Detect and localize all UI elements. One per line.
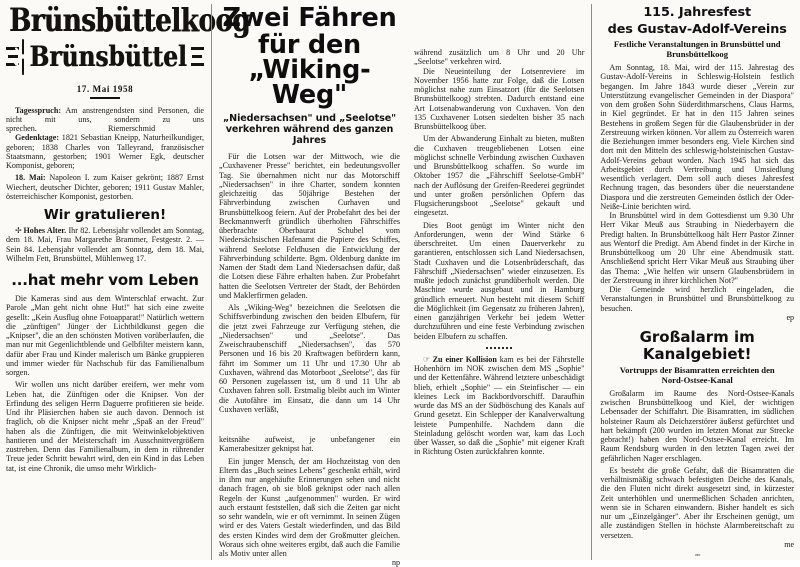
feature-continuation-1: keitsnähe aufweist, je unbefangener ein Kamerabesitzer geknipst hat. xyxy=(219,435,400,454)
gedenktage-text: 1821 Sebastian Kneipp, Naturheilkundiger, geboren; 1838 Charles von Talleyrand, französischer Staatsmann, gestorben; 1901 Werner Egk, deutscher Komponist, geboren; xyxy=(6,133,204,171)
feature-paragraph-1: Die Kameras sind aus dem Winterschlaf erwacht. Zur Parole „Man geht nicht ohne Hut!" hat sich eine zweite gesellt: „Kein Ausflug ohne Fotoapparat!" Natürlich wettern die „zünftigen" Jünger der Lichtbildkunst gegen die „Knipser", die an den schönsten Motiven vorüberlaufen, die man nur mit Gegenlichtblende und Gelbfilter meistern kann, dafür aber Frau und Kinder malerisch um Bänke gruppieren und immer wieder für Nachschub für das Familienalbum sorgen. xyxy=(6,294,204,378)
end-ornament: ≈≈ xyxy=(694,552,700,559)
tagesspruch-block xyxy=(6,106,204,134)
gustav-adolf-headline-line1: 115. Jahresfest xyxy=(643,5,751,20)
feature-paragraph-2: Wir wollen uns nicht darüber ereifern, wer mehr vom Leben hat, die Zünftigen oder die Knipser. Von der Erfindung des seligen Herrn Daguerre profitieren sie beide. Und ihr Pläsierchen haben sie auch davon. Dennoch ist fraglich, ob die Knipser nicht mehr „Spaß an der Freud" haben als die Zünftigen, die mit Weitwinkelobjektiven hantieren und der Meisterschaft im Ausschnittvergrößern zustreben. Denn das Familienalbum, in dem in rührender Treue jeder Schritt bewahrt wird, den ein Kind in das Leben tat, ist eine Chronik, die umso mehr Wirklich- xyxy=(6,380,204,473)
collision-item xyxy=(414,355,584,457)
cross-marker-icon: ✢ xyxy=(15,226,22,236)
congratulations-headline: Wir gratulieren! xyxy=(43,207,167,224)
dash-divider-ornament xyxy=(486,347,512,349)
congratulations-lead: Hohes Alter. xyxy=(23,226,67,236)
alarm-subheadline-line2: Nord-Ostsee-Kanal xyxy=(661,374,733,385)
gustav-adolf-subheadline-line2: Brunsbüttelkoog xyxy=(666,49,728,59)
gustav-adolf-paragraph-3: Die Gemeinde wird herzlich eingeladen, die Veranstaltungen in Brunsbüttel und Brunsbüttelkoog zu besuchen. xyxy=(600,285,794,313)
gustav-adolf-subheadline-line1: Festliche Veranstaltungen in Brunsbüttel und xyxy=(613,39,781,49)
ornament-bar-right xyxy=(191,46,204,67)
lotsen-paragraph-3: Um der Abwanderung Einhalt zu bieten, mußten die Cuxhaven treugebliebenen Lotsen eine möglichst schnelle Verbindung zwischen Cuxhaven und Brunsbüttelkoog schaffen. So wurde im Oktober 1957 die „Fährschiff Seelotse-GmbH" nach der Auflösung der Greifen-Reederei gegründet und unter großen persönlichen Opfern das Flugsicherungsboot „Seelotse" gekauft und eingesetzt. xyxy=(414,134,585,218)
feature-headline: ...hat mehr vom Leben xyxy=(11,271,199,290)
issue-date: 17. Mai 1958 xyxy=(76,83,134,94)
gustav-adolf-headline-line2: des Gustav-Adolf-Vereins xyxy=(607,21,787,37)
gedenktage-label: Gedenktage: xyxy=(15,133,60,143)
gedenktage-block xyxy=(6,133,204,170)
alarm-subheadline xyxy=(600,365,794,385)
collision-text: kam es bei der Fährstelle Hohenhörn im NOK zwischen dem MS „Sophie" und der Kettenfähre. Während letztere unbeschädigt blieb, erhielt „Sophie" — ein Steinfischer — ein kleines Leck im Backbordvorschiff. Daraufhin wurde das MS an der Südböschung des Kanals auf Grund gesetzt. Ein Schlepper der Kanalverwaltung leistete Pumpenhilfe. Nachdem dann die Steinladung gelöscht worden war, kam das Loch über Wasser, so daß die „Sophie" mit eigener Kraft in Richtung Osten zurückfahren konnte. xyxy=(414,354,585,457)
lotsen-paragraph-4: Dies Boot genügt im Winter nicht den Anforderungen, wenn der Wind Stärke 6 überschreitet. Um einen Dauerverkehr zu garantieren, entschlossen sich Land Niedersachsen, Stadt Cuxhaven und die Lotsenbrüderschaft, das Fährschiff „Niedersachsen" wieder einzusetzen. Es mußte jedoch zunächst grundüberholt werden. Die Maschine wurde ausgebaut und in Hamburg gründlich erneuert. Nun besteht mit diesem Schiff die Möglichkeit (im Gegensatz zu früheren Jahren), einen ganzjährigen Verkehr bei jedem Wetter durchzuführen und eine feste Verbindung zwischen beiden Elbufern zu schaffen. xyxy=(414,220,585,341)
ferry-paragraph-1: Für die Lotsen war der Mittwoch, wie die „Cuxhavener Presse" berichtet, ein bedeutungsvoller Tag. Sie übernahmen nicht nur das Motorschiff „Niedersachsen" in ihre Charter, sondern konnten gleichzeitig das 50jährige Bestehen der Fährverbindung zwischen Curhaven und Brunsbüttelkoog feiern. Auf der Probefahrt des bei der Beckmannwerft gründlich überholten Fährschiffes überbrachte Oberbaurat Schubel vom Niedersächsischen Hafenamt die Papiere des Schiffes, während Seelotse Feldhusen die Entwicklung der Fährverbindung schilderte. Bgm. Oldenburg dankte im Namen der Stadt dem Land Niedersachsen dafür, daß die Lotsen diese Fähre erhalten haben. Zur Probefahrt hatten die Seelotsen Vertreter der Stadt, der Behörden und Maklerfirmen geladen. xyxy=(219,152,400,300)
tagesspruch-attribution: Riemerschmid xyxy=(107,124,156,134)
congratulations-item xyxy=(6,226,204,263)
pointing-hand-icon: ☞ xyxy=(423,354,430,364)
column-center-left xyxy=(211,3,407,567)
feature-continuation-2: Ein junger Mensch, der am Hochzeitstag von den Eltern das „Buch seines Lebens" geschenkt erhält, wird in ihm nur angehäufte Erinnerungen sehen und nicht danach fragen, ob sie bloß geknipst oder nach allen Regeln der Kunst „aufgenommen" wurden. Er wird auch erstaunt feststellen, daß sich die Zeiten gar nicht so sehr wandeln, wie er oft vernimmt. In seinen Zügen wird er des Vaters Gestalt wiederfinden, und das Bild des ersten Kindes wird dem der Großmutter gleichen. Woraus sich ohne weiteres ergibt, daß auch die Familie als Motiv unter allen xyxy=(219,456,400,558)
masthead-rule xyxy=(90,97,120,99)
wave-divider-icon xyxy=(219,427,400,428)
collision-lead: Zu einer Kollision xyxy=(432,354,497,364)
gustav-adolf-subheadline xyxy=(600,39,794,59)
alarm-paragraph-1: Großalarm im Raume des Nord-Ostsee-Kanals zwischen Brunsbüttelkoog und Kiel, der wichtigen Lebensader der Schiffahrt. Die Bisamratten, im südlichen holsteiner Raum als Deichzerstörer äußerst gefürchtet und hart bekämpft (200 wurden im letzten Monat zur Strecke gebracht!) haben den Nord-Ostsee-Kanal erreicht. Im Raum Rendsburg wurden in den letzten Tagen zwei der gefährlichen Nager erschlagen. xyxy=(600,388,794,463)
ferry-paragraph-2: Als „Wiking-Weg" bezeichnen die Seelotsen die Schiffsverbindung zwischen den beiden Elbufern, für die jetzt zwei Fahrzeuge zur Verfügung stehen, die „Niedersachsen" und „Seelotse". Das Zweischraubenschiff „Niedersachsen", das 570 Personen und 16 bis 20 Kraftwagen befördern kann, fährt im Sommer um 11 Uhr und 17.30 Uhr ab Cuxhaven, während das Motorboot „Seelotse", das für 60 Personen zugelassen ist, um 8 und 11 Uhr ab Cuxhaven fahren soll. Erstmalig bleibt auch im Winter die Autofähre im Einsatz, die dann um 14 Uhr Cuxhaven verläßt, xyxy=(219,303,400,414)
congratulations-text: Ihr 82. Lebensjahr vollendet am Sonntag, dem 18. Mai, Frau Margarethe Brammer, Festgestr. 2. — Sein 84. Lebensjahr vollendet am Sonntag, dem 18. Mai, Wilhelm Fett, Brunsbüttel, Mühlenweg 17. xyxy=(6,226,204,263)
tagesspruch-label: Tagesspruch: xyxy=(15,105,62,115)
mai18-label: 18. Mai: xyxy=(15,173,46,183)
mai18-block xyxy=(6,173,204,201)
alarm-subheadline-line1: Vortrupps der Bisamratten erreichten den xyxy=(619,364,775,375)
masthead-crest-row xyxy=(6,39,204,75)
gustav-adolf-paragraph-2: In Brunsbüttel wird in dem Gottesdienst um 9.30 Uhr Herr Vikar Meuß aus Straubing in Niederbayern die Predigt halten. In Brunsbüttelkoog hält Herr Pastor Zinner aus Wentorf die Predigt. Am Abend findet in der Kirche in Brunsbüttelkoog um 20 Uhr eine Abendmusik statt. Anschließend spricht Herr Vikar Meuß aus Straubing über das Thema: „Wie helfen wir unsern Glaubensbrüdern in der Zerstreuung in ihrer kirchlichen Not?" xyxy=(600,211,794,285)
main-headline-line2: für den „Wiking-Weg" xyxy=(248,30,371,110)
column-left xyxy=(6,2,251,560)
masthead-title-line1: Brünsbüttelkoog xyxy=(8,2,251,40)
lotsen-paragraph-1: während zusätzlich um 8 Uhr und 20 Uhr „Seelotse" verkehren wird. xyxy=(414,48,585,67)
alarm-paragraph-2: Es besteht die große Gefahr, daß die Bisamratten die verhältnismäßig schwach befestigten Deiche des Kanals, die den Fluten nicht direkt ausgesetzt sind, in kürzester Zeit unterhöhlen und unermeßlichen Schaden anrichten, wenn sie in Scharen einwandern. Bisher handelt es sich nur um „Einzelgänger". Aber ihr Erscheinen genügt, um alle zuständigen Stellen in höchste Alarmbereitschaft zu versetzen. xyxy=(600,465,794,540)
article-signature-ep: ep xyxy=(786,312,794,322)
tagesspruch-text: Am anstrengendsten sind Personen, die nicht mit uns, sondern zu uns sprechen. xyxy=(6,105,204,134)
main-subheadline: „Niedersachsen" und „Seelotse" verkehren während des ganzen Jahres xyxy=(222,113,397,146)
mai18-text: Napoleon I. zum Kaiser gekrönt; 1887 Ernst Wiechert, deutscher Dichter, geboren; 1911 Gustav Mahler, österreichischer Komponist, gestorben. xyxy=(6,173,204,201)
column-center-right xyxy=(407,4,591,560)
lotsen-paragraph-2: Die Neueinteilung der Lotsenreviere im November 1956 hatte zur Folge, daß die Lotsen möglichst nahe zum Einsatzort (für die Seelotsen Brunsbüttelkoog) strebten. Dadurch entstand eine Art Lotsenabwanderung von Cuxhaven. Von den 135 Cuxhavener Lotsen siedelten bisher 35 nach Brunsbüttelkoog über. xyxy=(414,66,585,131)
article-signature-me: me xyxy=(784,539,794,549)
masthead-title-line2: Brünsbüttel xyxy=(29,39,187,73)
column-right xyxy=(591,4,794,560)
main-headline-line1: Zwei Fähren xyxy=(222,3,397,33)
wave-divider-ornament xyxy=(219,421,400,428)
anchor-crest-icon xyxy=(22,39,24,75)
masthead xyxy=(6,2,251,99)
gustav-adolf-paragraph-1: Am Sonntag, 18. Mai, wird der 115. Jahrestag des Gustav-Adolf-Vereins in Schleswig-Holstein festlich begangen. Im Jahre 1843 wurde dieser „Verein zur Unterstützung evangelischer Gemeinden in der Diaspora" von dem großen Sohn Süderdithmarschens, Claus Harms, in Kiel gegründet. Er hat in den 115 Jahren seines Bestehens in großem Segen für die Glaubensbrüder in der Zerstreuung wirken können. Vor allem zu Österreich waren die Beziehungen immer besonders eng. Viele Kirchen sind dort mit den Mitteln des schleswig-holsteinischen Gustav-Adolf-Vereins gebaut worden. Nach 1945 hat sich das Arbeitsgebiet durch Vertreibung und Umsiedlung wesentlich verlagert. Dem soll auch dieses Jahresfest Rechnung tragen, das besonders über die neuerstandene Diaspora und die zerstreuten Gemeinden östlich der Oder-Neiße-Linie berichten wird. xyxy=(600,63,794,211)
article-signature-np: np xyxy=(392,558,400,567)
alarm-headline: Großalarm im Kanalgebiet! xyxy=(639,327,755,363)
